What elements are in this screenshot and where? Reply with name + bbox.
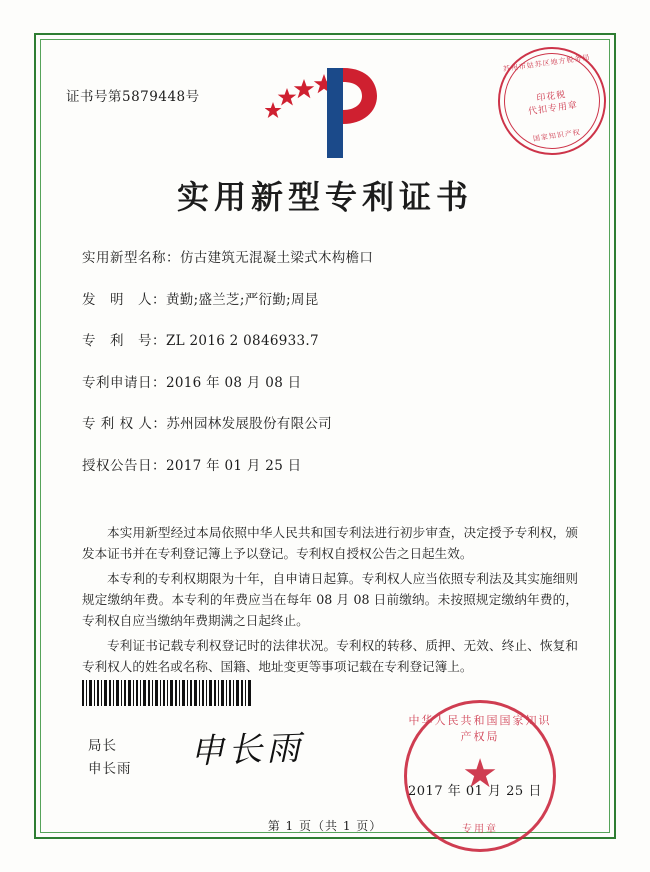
tax-stamp-seal-bottom-text: 国家知识产权 xyxy=(532,128,582,143)
body-paragraph-1: 本实用新型经过本局依照中华人民共和国专利法进行初步审查，决定授予专利权，颁发本证书并在专利登记簿上予以登记。专利权自授权公告之日起生效。 xyxy=(82,525,578,561)
field-value: 黄勤;盛兰芝;严衍勤;周昆 xyxy=(166,291,319,308)
field-label: 授权公告日： xyxy=(82,457,166,474)
field-row-patent-number xyxy=(82,331,590,351)
field-row-grant-announcement-date xyxy=(82,456,590,476)
certificate-number xyxy=(66,85,200,105)
field-value: 2016 年 08 月 08 日 xyxy=(166,374,302,391)
field-row-inventors xyxy=(82,290,590,310)
government-seal-top-text: 中华人民共和国国家知识产权局 xyxy=(408,714,552,743)
tax-stamp-seal-mid-text: 印花税 代扣专用章 xyxy=(527,89,579,118)
field-value: 2017 年 01 月 25 日 xyxy=(166,457,302,474)
body-paragraph-3: 专利证书记载专利权登记时的法律状况。专利权的转移、质押、无效、终止、恢复和专利权人的姓名或名称、国籍、地址变更等事项记载在专利登记簿上。 xyxy=(82,638,578,674)
field-value: 仿古建筑无混凝土梁式木构檐口 xyxy=(180,250,374,266)
signature-block xyxy=(88,735,132,781)
signature-name-label: 申长雨 xyxy=(88,761,132,777)
seal-date: 2017 年 01 月 25 日 xyxy=(408,784,542,799)
field-value: 苏州园林发展股份有限公司 xyxy=(166,416,332,432)
patent-office-emblem-icon xyxy=(265,62,385,162)
certificate-body xyxy=(82,522,578,681)
tax-stamp-seal-arc-text: 苏州市姑苏区地方税务局 xyxy=(502,53,591,74)
field-value: ZL 2016 2 0846933.7 xyxy=(166,333,319,349)
field-label: 发 明 人： xyxy=(82,291,166,308)
field-label: 专 利 权 人： xyxy=(82,416,167,432)
five-pointed-star-icon: ★ xyxy=(462,751,498,797)
field-row-patentee xyxy=(82,414,590,434)
certificate-number-value: 5879448 xyxy=(122,89,186,105)
page-title: 实用新型专利证书 xyxy=(176,178,473,216)
certificate-number-suffix: 号 xyxy=(185,89,200,105)
government-seal-bottom-text: 专用章 xyxy=(462,824,498,835)
field-label: 专利申请日： xyxy=(82,374,166,391)
field-row-application-date xyxy=(82,373,590,393)
certificate-fields xyxy=(82,248,590,497)
field-label: 实用新型名称： xyxy=(82,250,180,266)
field-row-utility-model-name xyxy=(82,248,590,268)
field-label: 专 利 号： xyxy=(82,333,166,349)
certificate-number-label: 证书号第 xyxy=(66,89,122,105)
signature-title-label: 局长 xyxy=(88,738,117,754)
body-paragraph-2: 本专利的专利权期限为十年，自申请日起算。专利权人应当依照专利法及其实施细则规定缴纳年费。本专利的年费应当在每年 08 月 08 日前缴纳。未按照规定缴纳年费的，专利权自应当缴纳年费期满之日起终止。 xyxy=(82,571,578,628)
page-footer: 第 1 页（共 1 页） xyxy=(267,819,383,833)
barcode xyxy=(82,680,252,706)
handwritten-signature: 申长雨 xyxy=(189,728,305,772)
